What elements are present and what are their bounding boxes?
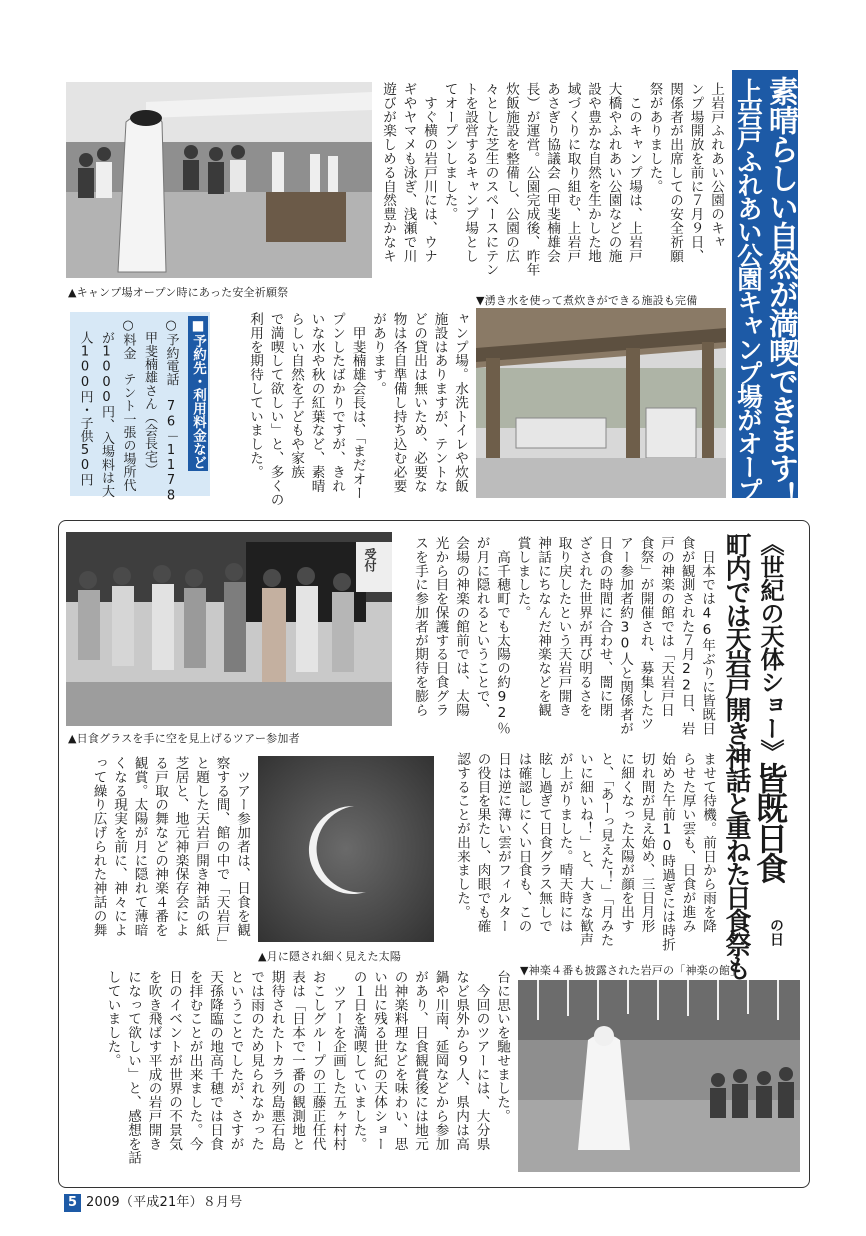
camp-headline-main: 素晴らしい自然が満喫できます！ [763, 76, 798, 511]
eclipse-headline-bracket: 《世紀の天体ショー》 [756, 532, 784, 762]
eclipse-sun-caption: ▲月に隠され細く見えた太陽 [258, 950, 402, 963]
camp-article-text-top: 上岩戸ふれあい公園のキャ ンプ場開放を前に７月９日、 関係者が出席しての安全祈願 祭がありました。 このキャンプ場は、上岩戸 大橋やふれあい公園などの施 設や豊かな自然を生かした地 域づくりに取り組む、上岩戸 あさぎり協議会（甲斐楠雄会 長）が運営。公園完成後、昨年 炊飯施設を整備し、公園の広 々とした芝生のスペースにテン トを設営するキャンプ場とし てオープンしました。 すぐ横の岩戸川には、ウナ ギやヤマメも泳ぎ、浅瀬で川 遊びが楽しめる自然豊かなキ [380, 82, 724, 277]
camp-info-lines: ○予約電話 76－1178 甲斐楠雄さん（会長宅） ○料金 テント一張の場所代 が1000円、入場料は大 人100円・子供50円 [77, 318, 179, 504]
eclipse-article-text-1: 日本では46年ぶりに皆既日 食が観測された７月22日、岩 戸の神楽の館では「天岩戸日 食祭」が開催され、募集したツ アー参加者約30人と関係者が 日食の時間に合わせ、闇に閉 ざされた世界が再び明るさを 取り戻したという天岩戸開き 神話にちなんだ神楽などを観 賞しました。 高千穂町でも太陽の約92％ が月に隠れるということで、 会場の神楽の館前では、太陽 光から目を保護する日食グラ スを手に参加者が期待を膨ら [412, 536, 715, 736]
kagura-scene-graphic [518, 980, 800, 1172]
camp-ceremony-photo [66, 82, 372, 278]
camp-facility-caption: ▼湧き水を使って煮炊きができる施設も完備 [476, 294, 698, 307]
page-number: 5 [67, 1195, 78, 1210]
eclipse-headline-sub: 町内では天岩戸開き神話と重ねた日食祭も [721, 532, 751, 979]
glasses-scene-graphic [66, 532, 392, 726]
reception-sign: 受付 [363, 548, 377, 572]
eclipse-glasses-caption: ▲日食グラスを手に空を見上げるツアー参加者 [68, 732, 300, 745]
kagura-hall-photo [518, 980, 800, 1172]
eclipse-glasses-photo [66, 532, 392, 726]
camp-facility-photo [476, 308, 726, 498]
eclipse-headline-no: の日 [768, 918, 784, 946]
camp-article-text-bottom: ャンプ場。水洗トイレや炊飯 施設はありますが、テントな どの貸出は無いため、必要な 物は各自準備し持ち込む必要 があります。 甲斐楠雄会長は、「まだオー プンしたばかりですが、きれ いな水や秋の紅葉など、素晴 らしい自然を子どもや家族 で満喫して欲しい」と、多くの 利用を期待していました。 [247, 312, 468, 507]
eclipse-headline-bold: 皆既日食 [751, 762, 789, 882]
ceremony-scene-graphic [66, 82, 372, 278]
eclipse-sun-photo [258, 756, 434, 942]
camp-headline-sub: 上岩戸ふれあい公園キャンプ場がオープン [733, 78, 763, 525]
crescent-sun-graphic [258, 756, 434, 942]
camp-ceremony-caption: ▲キャンプ場オープン時にあった安全祈願祭 [68, 286, 289, 299]
facility-scene-graphic [476, 308, 726, 498]
eclipse-article-text-2: ませて待機。前日から雨を降 らせた厚い雲も、日食が進み 始めた午前10時過ぎには時折 切れ間が見え始め、三日月形 に細くなった太陽が顔を出す と、「あーっ見えた！」「月みた いに細いね！」と、大きな歓声 が上がりました。晴天時には 眩し過ぎて日食グラス無しで は確認しにくい日食も、この 日は逆に薄い雲がフィルター の役目を果たし、肉眼でも確 認することが出来ました。 [454, 752, 716, 952]
issue-label: 2009（平成21年）８月号 [86, 1195, 243, 1210]
eclipse-article-text-4: 台に思いを馳せました。 今回のツアーには、大分県 など県外から９人、県内は高 鍋や川南、延岡などから参加 があり、日食観賞後には地元 の神楽料理などを味わい、思 い出に残る世紀の天体ショー の１日を満喫していました。 ツアーを企画した五ヶ村村 おこしグループの工藤正任代 表は「日本で一番の観測地と 期待されたトカラ列島悪石島 では雨のため見られなかった ということでしたが、さすが 天孫降臨の地高千穂では日食 を拝むことが出来ました。今 日のイベントが世界の不景気 を吹き飛ばす平成の岩戸開き になって欲しい」と、感想を話 していました。 [104, 970, 510, 1165]
kagura-caption: ▼神楽４番も披露された岩戸の「神楽の館」 [520, 964, 742, 977]
eclipse-article-text-3: ツアー参加者は、日食を観 察する間、館の中で「天岩戸」 と題した天岩戸開き神話の紙 芝居と、地元神楽保存会によ る戸取の舞などの神楽４番を 観賞。太陽が月に隠れて薄暗 くなる現実を前に、神々によ って繰り広げられた神話の舞 [90, 756, 250, 951]
camp-info-title: ■予約先・利用料金など [190, 318, 206, 469]
